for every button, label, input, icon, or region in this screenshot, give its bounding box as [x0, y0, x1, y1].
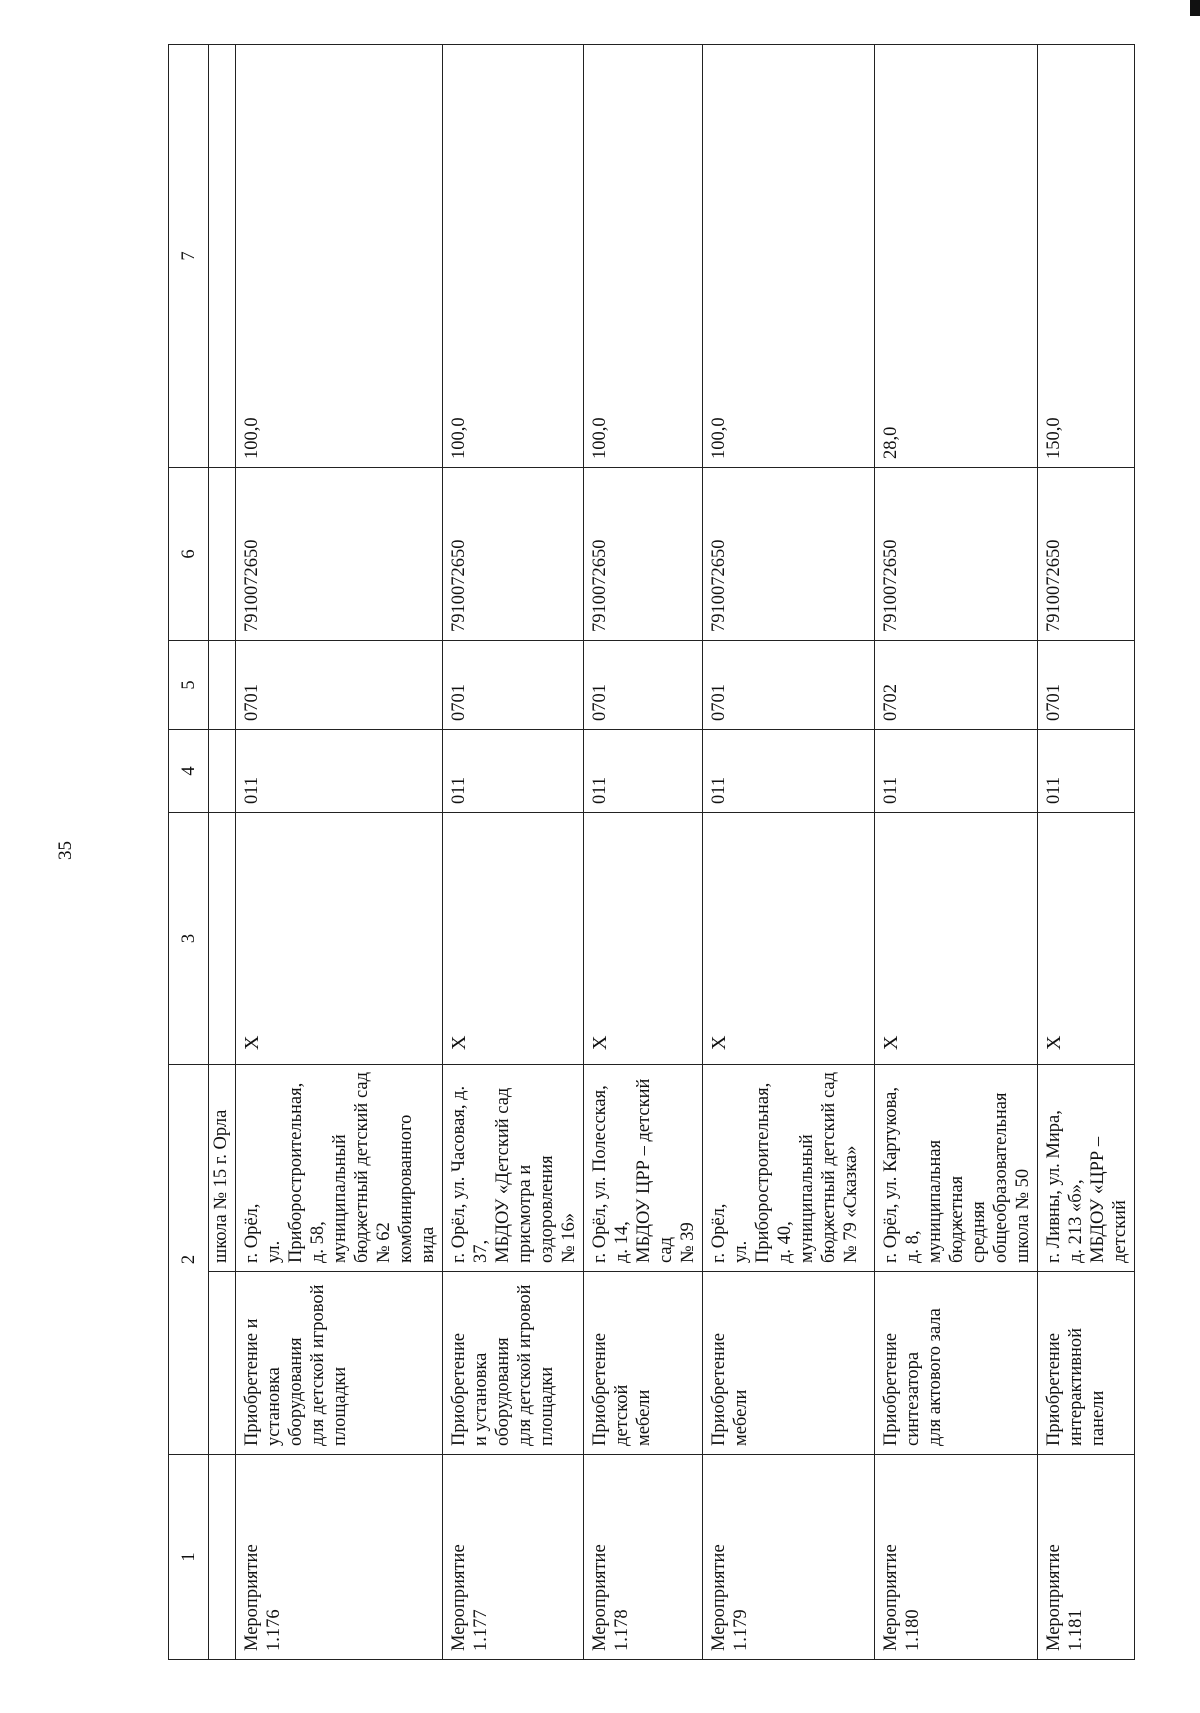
- continuation-row: [209, 45, 236, 1660]
- col5-value: 0702: [875, 641, 1038, 730]
- rotated-table-container: [168, 45, 1130, 1660]
- header-col-7: 7: [169, 45, 209, 468]
- table-row: [703, 45, 875, 1660]
- col5-value: 0701: [584, 641, 703, 730]
- col7-value: 28,0: [875, 45, 1038, 468]
- budget-measures-table: [168, 44, 1135, 1660]
- col6-value: 7910072650: [236, 468, 443, 641]
- col6-value: 7910072650: [875, 468, 1038, 641]
- cell: [209, 813, 236, 1065]
- header-col-1: 1: [169, 1455, 209, 1660]
- continuation-text: школа № 15 г. Орла: [209, 1065, 236, 1272]
- col5-value: 0701: [1038, 641, 1135, 730]
- cell: [209, 730, 236, 813]
- measure-id: Мероприятие 1.178: [584, 1455, 703, 1660]
- table-row: [584, 45, 703, 1660]
- measure-address: г. Ливны, ул. Мира, д. 213 «б», МБДОУ «ЦРР – детский: [1038, 1065, 1135, 1272]
- cell: [209, 1455, 236, 1660]
- cell: [209, 45, 236, 468]
- col6-value: 7910072650: [443, 468, 584, 641]
- table-row: [1038, 45, 1135, 1660]
- col3-value: X: [236, 813, 443, 1065]
- measure-name: Приобретение интерактивной панели: [1038, 1272, 1135, 1455]
- measure-address: г. Орёл, ул. Приборостроительная, д. 40, муниципальный бюджетный детский сад № 79 «Сказка»: [703, 1065, 875, 1272]
- col3-value: X: [443, 813, 584, 1065]
- measure-id: Мероприятие 1.176: [236, 1455, 443, 1660]
- table-row: [875, 45, 1038, 1660]
- measure-name: Приобретение детской мебели: [584, 1272, 703, 1455]
- col4-value: 011: [1038, 730, 1135, 813]
- col3-value: X: [1038, 813, 1135, 1065]
- col6-value: 7910072650: [584, 468, 703, 641]
- col5-value: 0701: [443, 641, 584, 730]
- cell: [209, 468, 236, 641]
- measure-address: г. Орёл, ул. Картукова, д. 8, муниципальная бюджетная средняя общеобразовательная школа № 50: [875, 1065, 1038, 1272]
- col6-value: 7910072650: [703, 468, 875, 641]
- measure-address: г. Орёл, ул. Часовая, д. 37, МБДОУ «Детский сад присмотра и оздоровления № 16»: [443, 1065, 584, 1272]
- header-col-6: 6: [169, 468, 209, 641]
- measure-id: Мероприятие 1.181: [1038, 1455, 1135, 1660]
- table-row: [443, 45, 584, 1660]
- cell: [209, 1272, 236, 1455]
- col7-value: 100,0: [584, 45, 703, 468]
- cell: [209, 641, 236, 730]
- col3-value: X: [703, 813, 875, 1065]
- page-number: 35: [55, 841, 76, 860]
- measure-name: Приобретение синтезатора для актового зала: [875, 1272, 1038, 1455]
- col7-value: 100,0: [236, 45, 443, 468]
- col4-value: 011: [584, 730, 703, 813]
- col4-value: 011: [875, 730, 1038, 813]
- table-row: [236, 45, 443, 1660]
- header-col-2: 2: [169, 1065, 209, 1455]
- col5-value: 0701: [236, 641, 443, 730]
- measure-id: Мероприятие 1.177: [443, 1455, 584, 1660]
- header-col-3: 3: [169, 813, 209, 1065]
- col6-value: 7910072650: [1038, 468, 1135, 641]
- header-row: [169, 45, 209, 1660]
- col5-value: 0701: [703, 641, 875, 730]
- header-col-4: 4: [169, 730, 209, 813]
- col4-value: 011: [236, 730, 443, 813]
- col3-value: X: [875, 813, 1038, 1065]
- scan-edge-mark: [1190, 0, 1200, 16]
- measure-name: Приобретение и установка оборудования для детской игровой площадки: [443, 1272, 584, 1455]
- measure-address: г. Орёл, ул. Приборостроительная, д. 58, муниципальный бюджетный детский сад № 62 комбинированного вида: [236, 1065, 443, 1272]
- measure-id: Мероприятие 1.179: [703, 1455, 875, 1660]
- col4-value: 011: [703, 730, 875, 813]
- measure-name: Приобретение и установка оборудования для детской игровой площадки: [236, 1272, 443, 1455]
- measure-id: Мероприятие 1.180: [875, 1455, 1038, 1660]
- col3-value: X: [584, 813, 703, 1065]
- col7-value: 100,0: [703, 45, 875, 468]
- col4-value: 011: [443, 730, 584, 813]
- col7-value: 150,0: [1038, 45, 1135, 468]
- measure-address: г. Орёл, ул. Полесская, д. 14, МБДОУ ЦРР – детский сад № 39: [584, 1065, 703, 1272]
- col7-value: 100,0: [443, 45, 584, 468]
- measure-name: Приобретение мебели: [703, 1272, 875, 1455]
- header-col-5: 5: [169, 641, 209, 730]
